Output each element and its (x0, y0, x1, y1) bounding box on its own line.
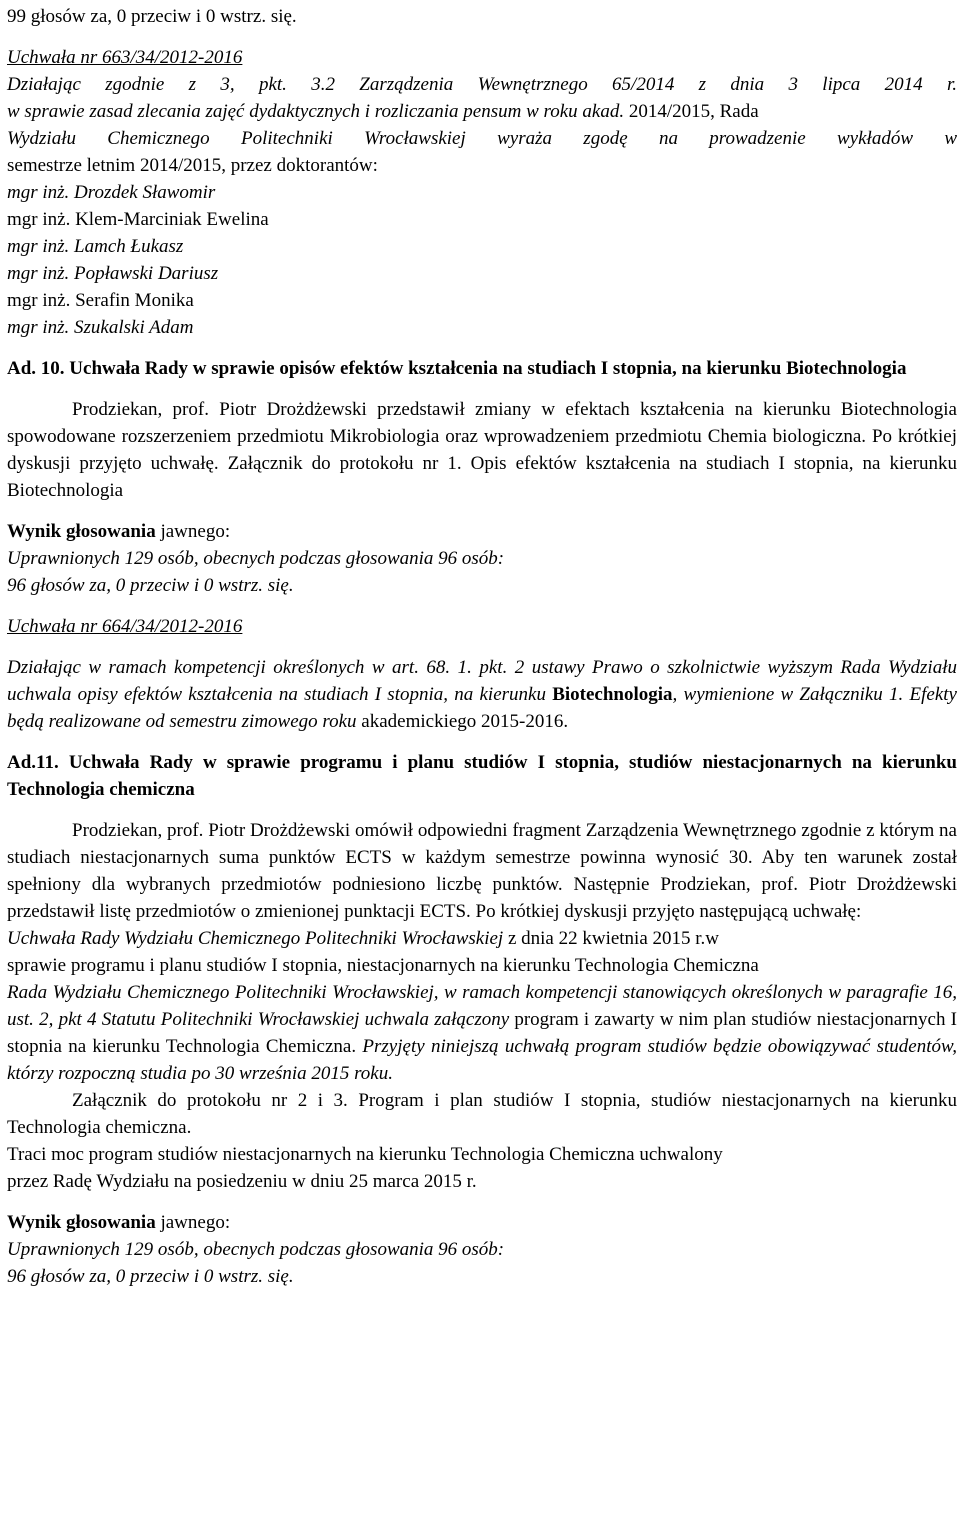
resolution-664-body-italic: Działając w ramach kompetencji określonych w art. 68. 1. pkt. 2 ustawy Prawo o szkolnictwie wyższym Rada Wydziału uchwala opisy efektów kształcenia na studiach I stopnia, na kierunku (7, 657, 957, 705)
vote-result-heading-1 (7, 518, 957, 545)
resolution-11-text-italic: Rada Wydziału Chemicznego Politechniki Wrocławskiej, w ramach kompetencji stanowiących określonych w paragrafie 16, ust. 2, pkt 4 Statutu Politechniki Wrocławskiej uchwala załączony (7, 982, 957, 1030)
resolution-663-line-2-tail: 2014/2015, Rada (624, 101, 759, 122)
resolution-11-text (7, 979, 957, 1087)
eligible-voters-1: Uprawnionych 129 osób, obecnych podczas głosowania 96 osób: (7, 548, 505, 569)
eligible-voters-2: Uprawnionych 129 osób, obecnych podczas głosowania 96 osób: (7, 1239, 505, 1260)
repeal-line-1: Traci moc program studiów niestacjonarnych na kierunku Technologia Chemiczna uchwalony (7, 1144, 723, 1165)
vote-result-rest: jawnego: (155, 1212, 231, 1233)
agenda-item-11-paragraph: Prodziekan, prof. Piotr Drożdżewski omówił odpowiedni fragment Zarządzenia Wewnętrznego zgodnie z którym na studiach niestacjonarnych suma punktów ECTS w każdym semestrze powinna wynosić 30. Aby ten warunek został spełniony dla wybranych przedmiotów podniesiono liczbę punktów. Następnie Prodziekan, prof. Piotr Drożdżewski przedstawił listę przedmiotów o zmienionej punktacji ECTS. Po krótkiej dyskusji przyjęto następującą uchwałę: (7, 820, 957, 922)
resolution-664-body-bold: Biotechnologia (552, 684, 673, 705)
doctoral-student: mgr inż. Popławski Dariusz (7, 263, 219, 284)
agenda-item-11-heading: Ad.11. Uchwała Rady w sprawie programu i planu studiów I stopnia, studiów niestacjonarnych na kierunku Technologia chemiczna (7, 752, 957, 800)
votes-line-2: 96 głosów za, 0 przeciw i 0 wstrz. się. (7, 575, 294, 596)
doctoral-student: mgr inż. Drozdek Sławomir (7, 182, 216, 203)
agenda-item-10-heading: Ad. 10. Uchwała Rady w sprawie opisów efektów kształcenia na studiach I stopnia, na kierunku Biotechnologia (7, 358, 907, 379)
vote-result-label: Wynik głosowania (7, 1212, 156, 1233)
resolution-11-subject: sprawie programu i planu studiów I stopnia, niestacjonarnych na kierunku Technologia Chemiczna (7, 955, 759, 976)
vote-result-heading-2 (7, 1209, 957, 1236)
votes-line-1: 99 głosów za, 0 przeciw i 0 wstrz. się. (7, 6, 297, 27)
resolution-663-line-3: Wydziału Chemicznego Politechniki Wrocławskiej wyraża zgodę na prowadzenie wykładów w (7, 128, 957, 149)
doctoral-student: mgr inż. Szukalski Adam (7, 317, 194, 338)
resolution-664-title: Uchwała nr 664/34/2012-2016 (7, 616, 243, 637)
vote-result-label: Wynik głosowania (7, 521, 156, 542)
attachment-note: Załącznik do protokołu nr 2 i 3. Program i plan studiów I stopnia, studiów niestacjonarnych na kierunku Technologia chemiczna. (7, 1090, 957, 1138)
resolution-11-intro-italic: Uchwała Rady Wydziału Chemicznego Politechniki Wrocławskiej (7, 928, 504, 949)
resolution-664-body (7, 654, 957, 735)
doctoral-student: mgr inż. Klem-Marciniak Ewelina (7, 209, 269, 230)
resolution-664-body-italic-2: , wymienione w Załączniku 1. Efekty będą realizowane od semestru zimowego roku (7, 684, 957, 732)
resolution-663-line-2-italic: w sprawie zasad zlecania zajęć dydaktycznych i rozliczania pensum w roku akad. (7, 101, 625, 122)
document-page (7, 3, 957, 1290)
resolution-663-line-1: Działając zgodnie z 3, pkt. 3.2 Zarządzenia Wewnętrznego 65/2014 z dnia 3 lipca 2014 r. (7, 74, 957, 95)
resolution-664-body-tail: akademickiego 2015-2016. (356, 711, 569, 732)
vote-result-rest: jawnego: (155, 521, 231, 542)
repeal-line-2: przez Radę Wydziału na posiedzeniu w dniu 25 marca 2015 r. (7, 1171, 477, 1192)
resolution-663-line-4: semestrze letnim 2014/2015, przez doktorantów: (7, 155, 378, 176)
votes-line-3: 96 głosów za, 0 przeciw i 0 wstrz. się. (7, 1266, 294, 1287)
resolution-11-text-italic-2: Przyjęty niniejszą uchwałą program studiów będzie obowiązywać studentów, którzy rozpoczną studia po 30 września 2015 roku. (7, 1036, 957, 1084)
resolution-11-intro (7, 925, 957, 952)
resolution-11-intro-date: z dnia 22 kwietnia 2015 r.w (503, 928, 720, 949)
resolution-663-title: Uchwała nr 663/34/2012-2016 (7, 47, 243, 68)
doctoral-student: mgr inż. Lamch Łukasz (7, 236, 184, 257)
resolution-11-text-plain: program i zawarty w nim plan studiów niestacjonarnych I stopnia na kierunku Technologia Chemiczna. (7, 1009, 957, 1057)
resolution-663-line-2 (7, 98, 957, 125)
doctoral-student: mgr inż. Serafin Monika (7, 290, 194, 311)
doctoral-students-list (7, 179, 957, 341)
agenda-item-10-paragraph: Prodziekan, prof. Piotr Drożdżewski przedstawił zmiany w efektach kształcenia na kierunku Biotechnologia spowodowane rozszerzeniem przedmiotu Mikrobiologia oraz wprowadzeniem przedmiotu Chemia biologiczna. Po krótkiej dyskusji przyjęto uchwałę. Załącznik do protokołu nr 1. Opis efektów kształcenia na studiach I stopnia, na kierunku Biotechnologia (7, 399, 957, 501)
